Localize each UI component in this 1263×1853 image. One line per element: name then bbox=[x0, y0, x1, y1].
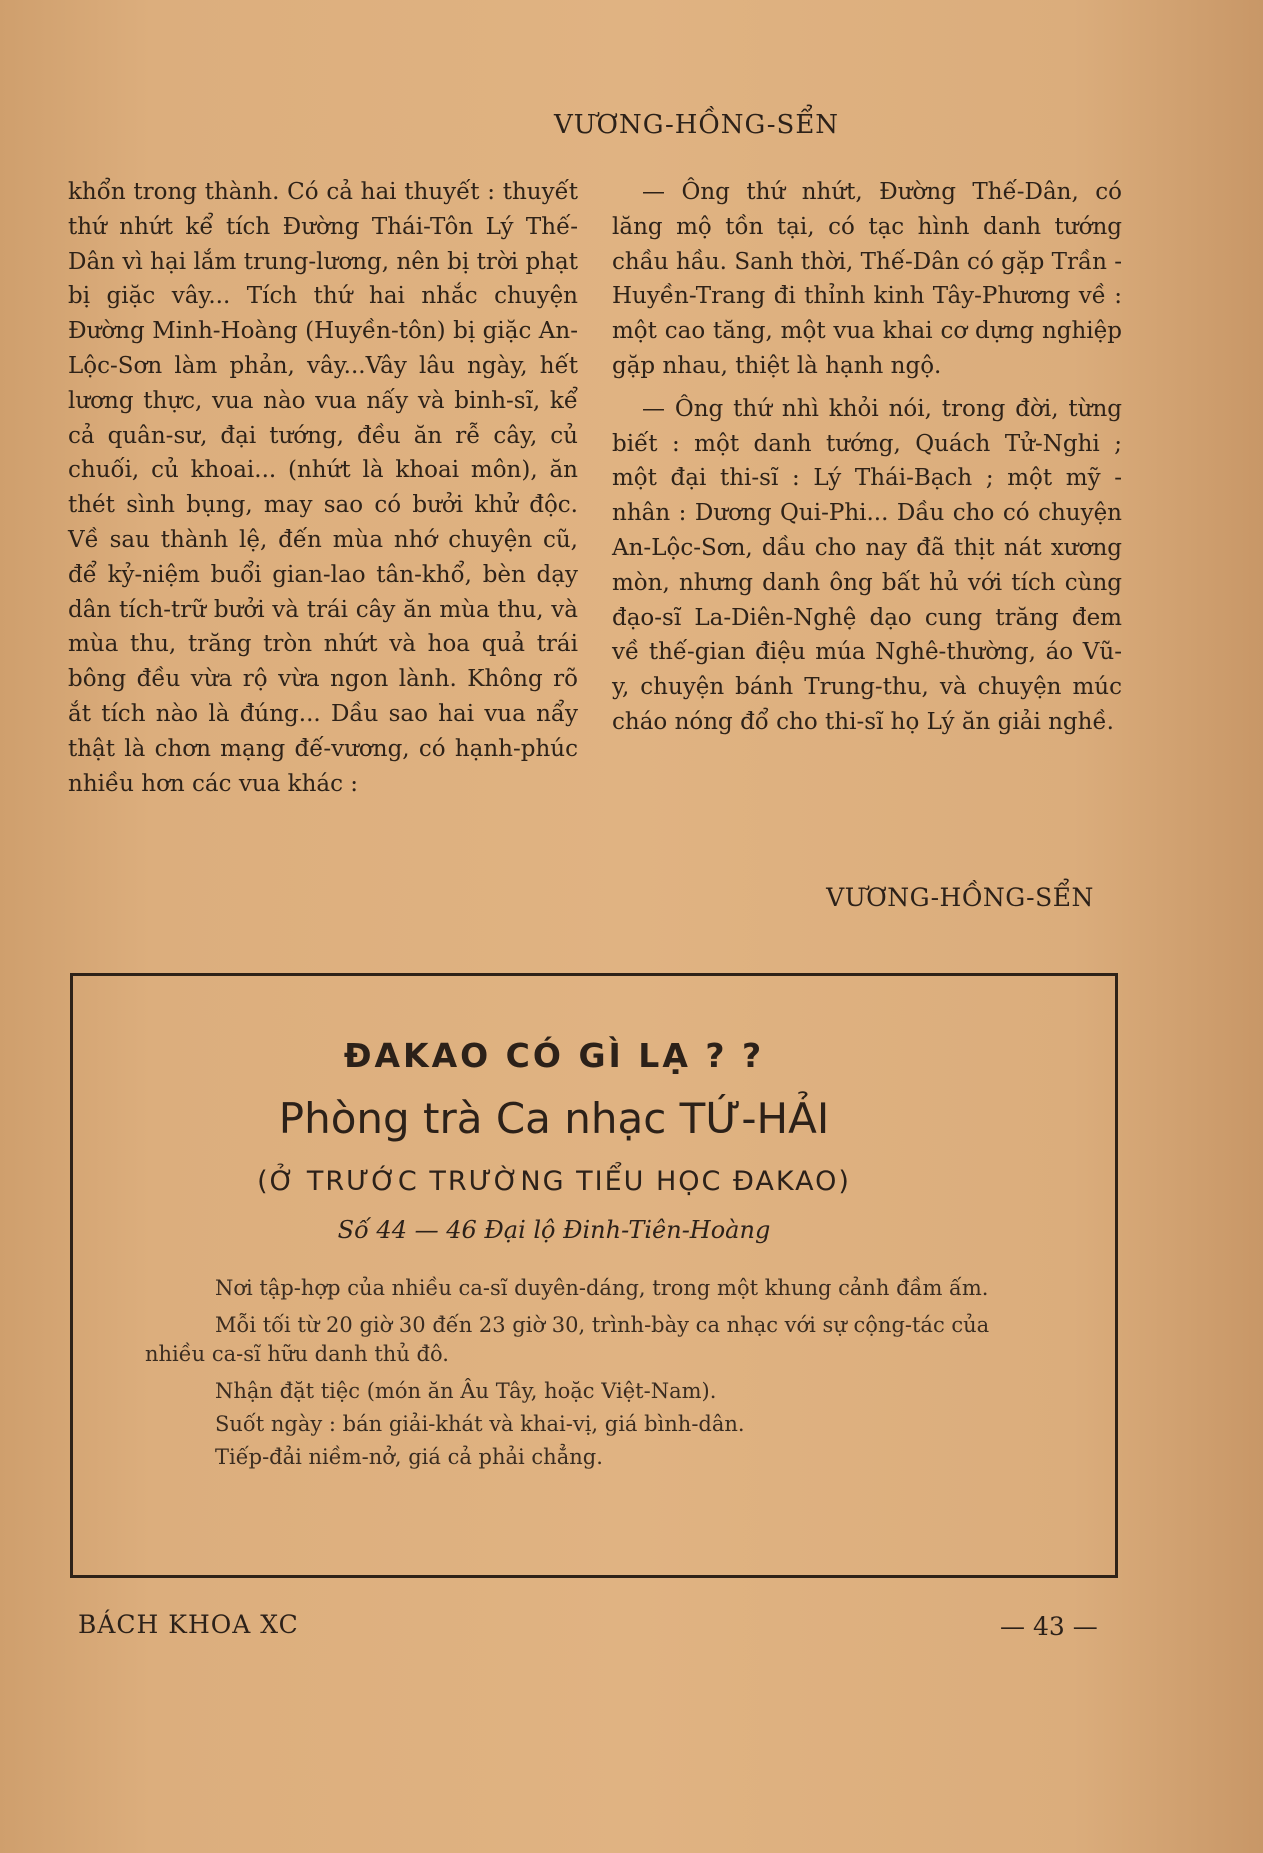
publication-name: BÁCH KHOA XC bbox=[78, 1610, 299, 1639]
ad-line: Suốt ngày : bán giải-khát và khai-vị, giá bình-dân. bbox=[215, 1412, 745, 1436]
page-number: — 43 — bbox=[1000, 1612, 1098, 1641]
ad-line: Nhận đặt tiệc (món ăn Âu Tây, hoặc Việt-Nam). bbox=[215, 1379, 717, 1403]
ad-line: Nơi tập-hợp của nhiều ca-sĩ duyên-dáng, trong một khung cảnh đầm ấm. bbox=[215, 1276, 989, 1300]
author-signature: VƯƠNG-HỒNG-SỂN bbox=[826, 883, 1094, 912]
ad-line: Mỗi tối từ 20 giờ 30 đến 23 giờ 30, trình-bày ca nhạc với sự cộng-tác của nhiều ca-sĩ hữu danh thủ đô. bbox=[145, 1313, 990, 1366]
ad-title: ĐAKAO CÓ GÌ LẠ ? ? bbox=[343, 1036, 765, 1075]
ad-subtitle: (Ở TRƯỚC TRƯỜNG TIỂU HỌC ĐAKAO) bbox=[257, 1166, 851, 1197]
ad-line: Tiếp-đải niềm-nở, giá cả phải chẳng. bbox=[215, 1445, 603, 1469]
right-column bbox=[612, 175, 1122, 748]
ad-business-name: Phòng trà Ca nhạc TỨ-HẢI bbox=[278, 1094, 830, 1143]
right-paragraph-1: — Ông thứ nhứt, Đường Thế-Dân, có lăng mộ tồn tại, có tạc hình danh tướng chầu hầu. Sanh thời, Thế-Dân có gặp Trần - Huyền-Trang đi thỉnh kinh Tây-Phương về : một cao tăng, một vua khai cơ dựng nghiệp gặp nhau, thiệt là hạnh ngộ. bbox=[612, 179, 1122, 379]
right-paragraph-2: — Ông thứ nhì khỏi nói, trong đời, từng biết : một danh tướng, Quách Tử-Nghi ; một đại thi-sĩ : Lý Thái-Bạch ; một mỹ - nhân : Dương Qui-Phi... Dầu cho có chuyện An-Lộc-Sơn, dầu cho nay đã thịt nát xương mòn, nhưng danh ông bất hủ với tích cùng đạo-sĩ La-Diên-Nghệ dạo cung trăng đem về thế-gian điệu múa Nghê-thường, áo Vũ-y, chuyện bánh Trung-thu, và chuyện múc cháo nóng đổ cho thi-sĩ họ Lý ăn giải nghề. bbox=[612, 395, 1122, 735]
ad-address: Số 44 — 46 Đại lộ Đinh-Tiên-Hoàng bbox=[337, 1216, 771, 1244]
ad-body bbox=[145, 1274, 1045, 1476]
advertisement-box bbox=[70, 973, 1118, 1578]
left-column-text: khổn trong thành. Có cả hai thuyết : thuyết thứ nhứt kể tích Đường Thái-Tôn Lý Thế-Dân vì hại lắm trung-lương, nên bị trời phạt bị giặc vây... Tích thứ hai nhắc chuyện Đường Minh-Hoàng (Huyền-tôn) bị giặc An-Lộc-Sơn làm phản, vây...Vây lâu ngày, hết lương thực, vua nào vua nấy và binh-sĩ, kể cả quân-sư, đại tướng, đều ăn rễ cây, củ chuối, củ khoai... (nhứt là khoai môn), ăn thét sình bụng, may sao có bưởi khử độc. Về sau thành lệ, đến mùa nhớ chuyện cũ, để kỷ-niệm buổi gian-lao tân-khổ, bèn dạy dân tích-trữ bưởi và trái cây ăn mùa thu, và mùa thu, trăng tròn nhứt và hoa quả trái bông đều vừa rộ vừa ngon lành. Không rõ ắt tích nào là đúng... Dầu sao hai vua nẩy thật là chơn mạng đế-vương, có hạnh-phúc nhiều hơn các vua khác : bbox=[68, 179, 578, 797]
running-header: VƯƠNG-HỒNG-SỂN bbox=[553, 110, 840, 140]
left-column bbox=[68, 175, 578, 801]
